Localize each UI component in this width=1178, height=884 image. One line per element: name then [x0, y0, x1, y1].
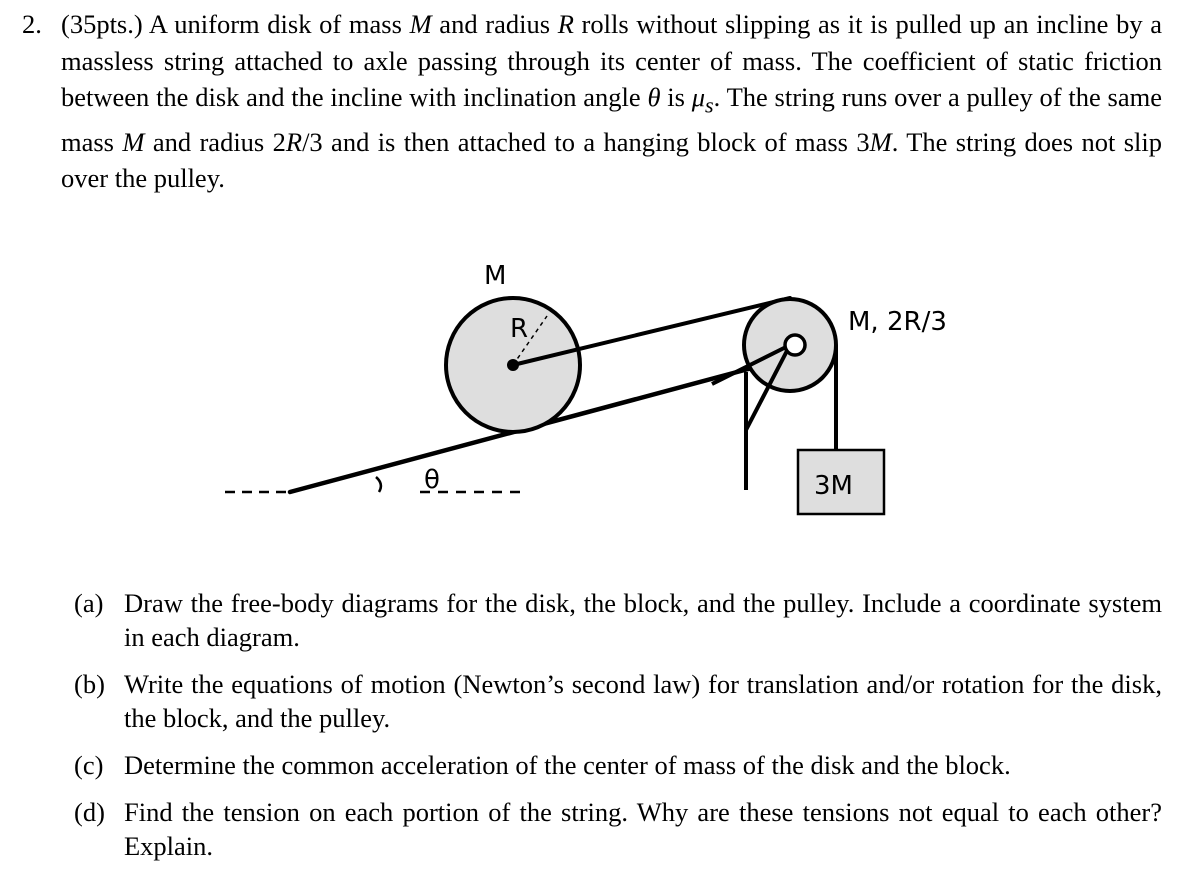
subquestion-text: Write the equations of motion (Newton’s second law) for translation and/or rotation for the disk, the block, and the pulley.: [124, 669, 1162, 733]
problem-text-segment: /3 and is then attached to a hanging block of mass 3: [302, 126, 870, 157]
problem-text-segment: and radius: [431, 9, 558, 39]
math-subscript: s: [705, 92, 714, 118]
subquestion-label: (c): [74, 750, 104, 780]
math-var: θ: [647, 82, 661, 112]
problem-text-segment: . The string runs over a pulley of the same mass: [61, 82, 1162, 157]
pulley-axle: [785, 335, 805, 355]
problem-text-segment: (35pts.) A uniform disk of mass: [61, 9, 410, 39]
subquestion-label: (d): [74, 797, 105, 827]
problem-text: [61, 6, 1162, 197]
math-var: μ: [691, 82, 706, 112]
problem-text-segment: . The string does not slip over the pulley.: [61, 126, 1163, 194]
subquestion-text: Determine the common acceleration of the center of mass of the disk and the block.: [124, 750, 1011, 780]
angle-label: θ: [424, 465, 440, 495]
disk-mass-label: M: [484, 261, 507, 291]
subquestion-c: [74, 748, 1162, 782]
subquestion-a: [74, 586, 1162, 654]
math-var: R: [285, 126, 303, 157]
math-var: M: [122, 126, 145, 157]
subquestion-b: [74, 667, 1162, 735]
math-var: M: [409, 9, 432, 39]
subquestion-label: (b): [74, 669, 105, 699]
math-var: R: [557, 9, 574, 39]
problem-text-segment: is: [660, 82, 692, 112]
subquestions: [74, 586, 1162, 876]
problem-text-segment: and radius 2: [144, 126, 286, 157]
problem-text-segment: rolls without slipping as it is pulled up an incline by a massless string attached to axle passing through its center of mass. The coefficient of static friction between the disk and the incline with inclination angle: [61, 9, 1162, 112]
problem-statement: [22, 6, 1162, 197]
subquestion-text: Find the tension on each portion of the string. Why are these tensions not equal to each other? Explain.: [124, 797, 1162, 861]
physics-diagram: [0, 240, 1178, 530]
subquestion-label: (a): [74, 588, 104, 618]
angle-arc: [376, 477, 381, 492]
radius-label: R: [510, 314, 529, 344]
problem-number: 2.: [22, 9, 42, 39]
subquestion-text: Draw the free-body diagrams for the disk, the block, and the pulley. Include a coordinate system in each diagram.: [124, 588, 1162, 652]
block-label: 3M: [814, 471, 853, 501]
subquestion-d: [74, 795, 1162, 863]
pulley-label: M, 2R/3: [848, 307, 947, 337]
math-var: M: [869, 126, 892, 157]
